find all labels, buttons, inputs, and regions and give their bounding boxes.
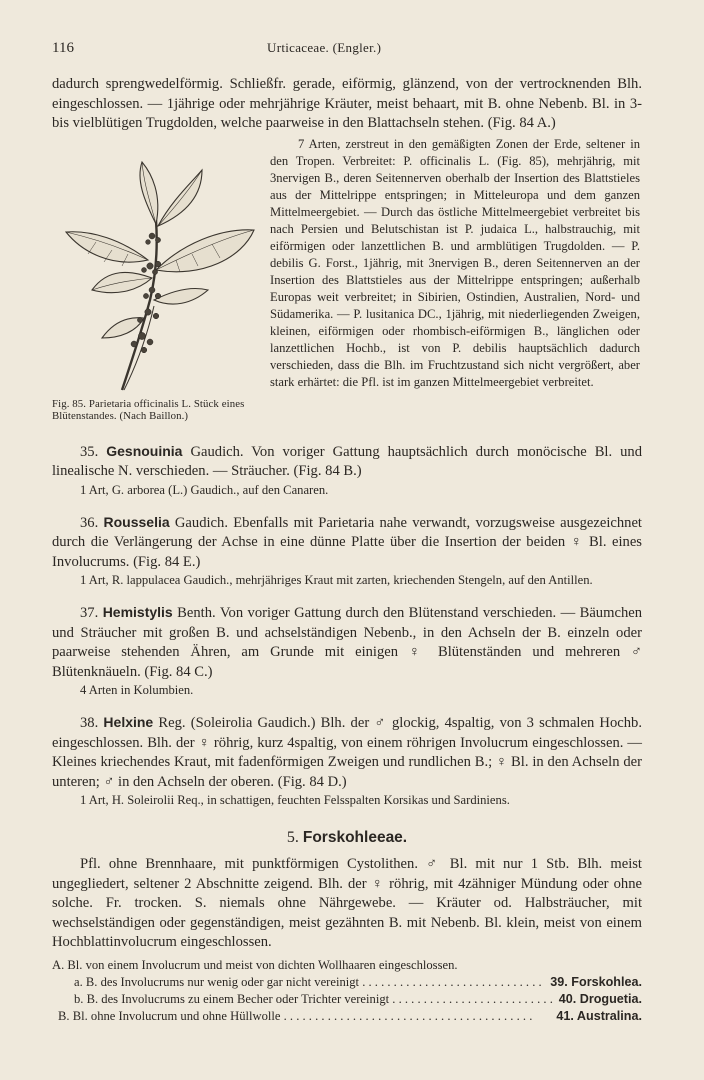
genus-author: Benth.	[177, 605, 216, 621]
genus-name: Gesnouinia	[106, 442, 183, 459]
tribe-name: Forskohleeae.	[302, 829, 408, 846]
genus-number: 35.	[80, 443, 99, 460]
figure-caption: Fig. 85. Parietaria officinalis L. Stück eines Blütenstandes. (Nach Baillon.)	[52, 397, 245, 422]
genus-name: Hemistylis	[102, 604, 173, 620]
key-result: 39. Forskohlea.	[550, 974, 642, 989]
genus-note: 1 Art, R. lappulacea Gaudich., mehrjähriges Kraut mit zarten, kriechenden Stengeln, auf den Antillen.	[80, 573, 593, 587]
genus-35	[52, 442, 642, 499]
genus-36	[52, 513, 642, 590]
key-label: a. B. des Involucrums nur wenig oder gar nicht vereinigt . . .	[74, 974, 544, 991]
tribe-description: Pfl. ohne Brennhaare, mit punktförmigen Cystolithen. ♂ Bl. mit nur 1 Stb. Blh. meist ungegliedert, seltener 2 Abschnitte zeigend. Blh. der ♀ röhrig, mit 4zähniger Mündung oder ohne solche. Fr. trocken. S. niemals ohne Nährgewebe. — Kräuter od. Halbsträucher, mit wechselständigen oder gegenständigen, meist gezähnten B. mit Nebenb. Bl. klein, meist von einem Hochblattinvolucrum eingeschlossen.	[52, 856, 642, 950]
genus-text: Blh. der ♂ glockig, 4spaltig, von 3 schmalen Hochb. eingeschlossen. Blh. der ♀ röhrig, kurz 4spaltig, von einem röhrigen Involucrum eingeschlossen. — Kleines kriechendes Kraut, mit fadenförmigen Zweigen und rundlichen B.; ♀ Bl. in den Achseln der unteren; ♂ in den Achseln der oberen. (Fig. 84 D.)	[52, 715, 642, 790]
genus-author: Gaudich.	[174, 514, 228, 531]
key-row	[52, 957, 642, 974]
page-number: 116	[52, 40, 74, 56]
running-title: Urticaceae. (Engler.)	[267, 40, 382, 55]
species-column	[270, 136, 640, 391]
key-label: B. Bl. ohne Involucrum und ohne Hüllwolle . . .	[58, 1008, 550, 1025]
genus-name: Helxine	[103, 714, 154, 730]
genus-author: Gaudich.	[190, 443, 244, 460]
key-row	[52, 974, 642, 991]
genus-text: Ebenfalls mit Parietaria nahe verwandt, vorzugsweise ausgezeichnet durch die Verlängerung der Achse in eine dünne Platte über die Insertion der beiden ♀ Bl. eines Involucrums. (Fig. 84 E.)	[52, 514, 642, 570]
genus-number: 38.	[80, 715, 99, 731]
key-row	[52, 991, 642, 1008]
genus-note: 4 Arten in Kolumbien.	[80, 683, 194, 697]
key-row	[52, 1008, 642, 1025]
parietaria-illustration	[52, 140, 264, 394]
key-label: b. B. des Involucrums zu einem Becher oder Trichter vereinigt . . .	[74, 991, 553, 1008]
genus-number: 37.	[80, 605, 99, 621]
intro-paragraph: dadurch sprengwedelförmig. Schließfr. gerade, eiförmig, glänzend, von der vertrocknenden Blh. eingeschlossen. — 1jährige oder mehrjährige Kräuter, meist behaart, mit B. ohne Nebenb. Bl. in 3- bis vielblütigen Trugdolden, welche paarweise in den Blattachseln stehen. (Fig. 84 A.)	[52, 76, 642, 131]
figure-85	[52, 140, 264, 422]
page-header	[52, 40, 642, 57]
genus-text: Von voriger Gattung durch den Blütenstand verschieden. — Bäumchen und Sträucher mit großen B. und achselständigen Nebenb., in den Achseln der B. einzeln oder paarweise stehenden Ähren, am Grunde mit einigen ♀ Blütenständen und mehreren ♂ Blütenknäueln. (Fig. 84 C.)	[52, 605, 643, 680]
tribe-heading	[52, 829, 642, 847]
key-label: A. Bl. von einem Involucrum und meist von dichten Wollhaaren eingeschlossen.	[52, 957, 458, 972]
genus-name: Rousselia	[103, 513, 170, 530]
identification-key	[52, 957, 642, 1025]
genus-38	[52, 713, 642, 809]
genus-note: 1 Art, H. Soleirolii Req., in schattigen, feuchten Felsspalten Korsikas und Sardiniens.	[80, 793, 510, 807]
genus-text: Von voriger Gattung hauptsächlich durch monöcische Bl. und linealische N. verschieden. — Sträucher. (Fig. 84 B.)	[52, 443, 642, 479]
tribe-number: 5.	[286, 829, 299, 846]
genus-number: 36.	[80, 514, 99, 531]
key-result: 40. Droguetia.	[558, 991, 642, 1006]
key-result: 41. Australina.	[556, 1008, 642, 1023]
genus-note: 1 Art, G. arborea (L.) Gaudich., auf den Canaren.	[80, 482, 329, 497]
figure-text-block	[52, 136, 642, 428]
genus-author: Reg. (Soleirolia Gaudich.)	[158, 715, 316, 731]
genus-37	[52, 603, 642, 699]
species-paragraph: 7 Arten, zerstreut in den gemäßigten Zonen der Erde, seltener in den Tropen. Verbreitet: P. officinalis L. (Fig. 85), mehrjährig, mit 3nervigen B., deren Seitennerven oberhalb der Insertion des Blattstieles aus der Mittelrippe entspringen; in Mitteleuropa und dem ganzen Mittelmeergebiet. — Durch das östliche Mittelmeergebiet verbreitet bis nach Persien und Belutschistan ist P. judaica L., halbstrauchig, mit eiförmigen oder lanzettlichen B. und armblütigen Trugdolden. — P. debilis G. Forst., 1jährig, mit 3nervigen B., deren Seitennerven an der Insertion des Blattstieles aus der Mittelrippe entspringen; außerhalb Europas weit verbreitet; in Sibirien, Ostindien, Australien, Nord- und Südamerika. — P. lusitanica DC., 1jährig, mit niederliegenden Zweigen, kleinen, eiförmigen oder rhombisch-eiförmigen B., länglichen oder lanzettlichen Hochb., ist von P. debilis hauptsächlich dadurch verschieden, dass die Blh. im Fruchtzustand sich nicht vergrößert, aber stark erhärtet: die Pfl. ist im ganzen Mittelmeergebiet verbreitet.	[270, 136, 640, 389]
